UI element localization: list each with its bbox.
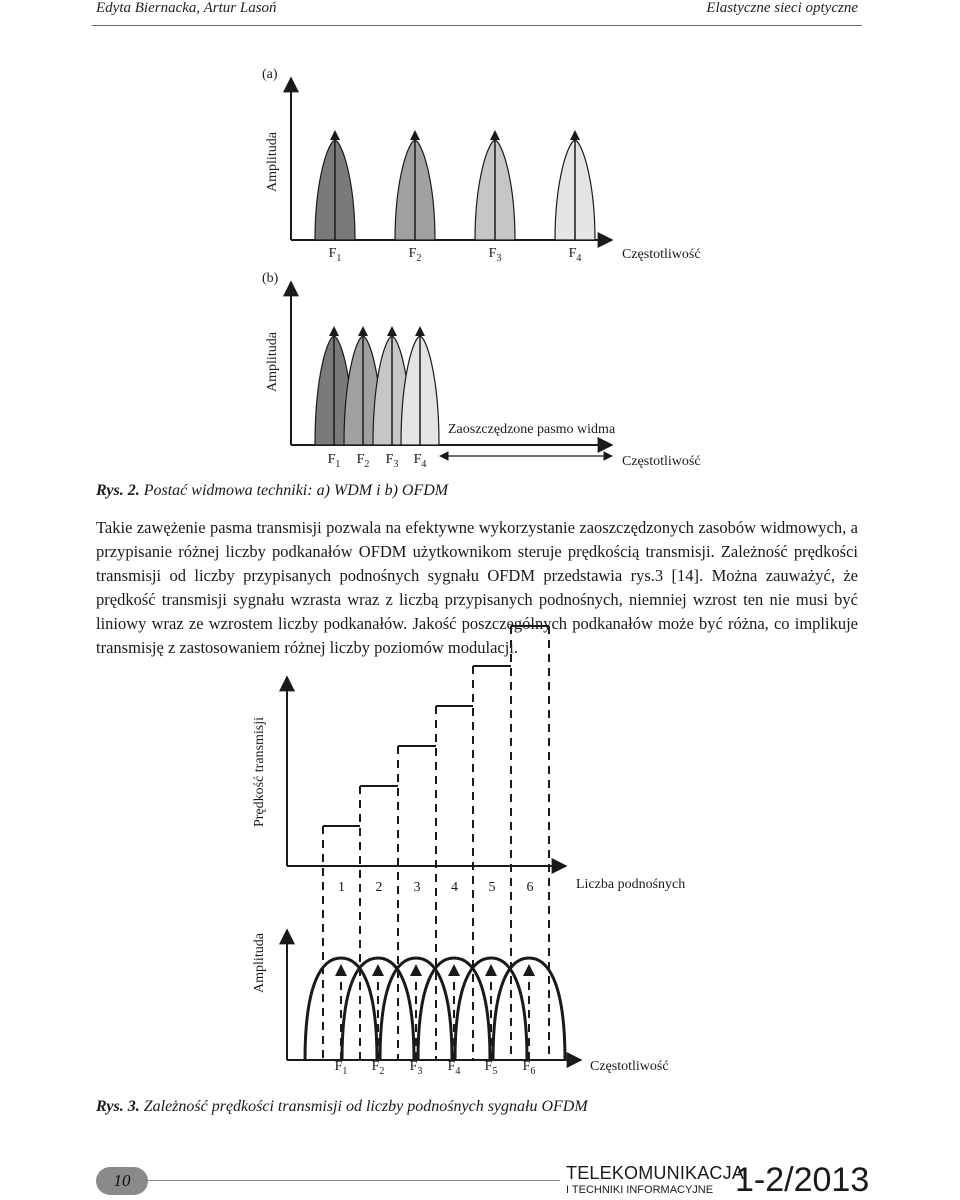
page-number: 10 (96, 1167, 148, 1195)
figure-3-top-y-label: Prędkość transmisji (252, 716, 267, 828)
panel-a-tick-f4: $F_4$ (568, 246, 582, 264)
figure-3-bottom-tick-f1: $F_1$ (334, 1059, 348, 1077)
issue-number: 1-2/2013 (735, 1161, 870, 1199)
figure-3-bottom-x-label: Częstotliwość (590, 1059, 669, 1074)
figure-3-caption-text: Zależność prędkości transmisji od liczby podnośnych sygnału OFDM (143, 1098, 588, 1115)
figure-3-bottom-tick-f6: $F_6$ (522, 1059, 536, 1077)
figure-3-bottom-tick-f3: $F_3$ (409, 1059, 423, 1077)
figure-2-caption-text: Postać widmowa techniki: a) WDM i b) OFDM (143, 482, 449, 499)
panel-b-y-label: Amplituda (265, 332, 280, 392)
body-paragraph: Takie zawężenie pasma transmisji pozwala na efektywne wykorzystanie zaoszczędzonych zasobów widmowych, a przypisanie różnej liczby podkanałów OFDM użytkownikom steruje prędkością transmisji. Zależność prędkości transmisji od liczby przypisanych podnośnych sygnału OFDM przedstawia rys.3 [14]. Można zauważyć, że prędkość transmisji sygnału wzrasta wraz z liczbą przypisanych podnośnych, niemniej wzrost ten nie musi być liniowy wraz ze wzrostem liczby podkanałów. Jakość poszczególnych podkanałów może być różna, co implikuje transmisję z zastosowaniem różnej liczby poziomów modulacji. (96, 518, 858, 657)
figure-3-caption (96, 1098, 588, 1116)
figure-3-top-x-label: Liczba podnośnych (576, 877, 686, 892)
journal-name (566, 1164, 744, 1196)
subcarrier-arrow-2 (372, 964, 384, 976)
figure-3-top-tick-1: 1 (338, 880, 345, 895)
saved-band-label: Zaoszczędzone pasmo widma (448, 422, 616, 437)
figure-3-top-tick-2: 2 (375, 880, 383, 895)
subcarrier-arrow-3 (410, 964, 422, 976)
subcarrier-arrow-1 (335, 964, 347, 976)
panel-b-tick-f4: $F_4$ (413, 452, 427, 470)
panel-b-tick-f3: $F_3$ (385, 452, 399, 470)
running-header-authors: Edyta Biernacka, Artur Lasoń (96, 0, 277, 16)
figure-2-caption-number: Rys. 2. (96, 482, 140, 499)
panel-b-tick-f2: $F_2$ (356, 452, 370, 470)
running-header-title: Elastyczne sieci optyczne (706, 0, 858, 16)
figure-3-top-tick-3: 3 (413, 880, 421, 895)
subcarrier-arrow-4 (448, 964, 460, 976)
panel-a-x-label: Częstotliwość (622, 247, 701, 262)
panel-a-tick-f2: $F_2$ (408, 246, 422, 264)
figure-3-top-tick-6: 6 (526, 880, 534, 895)
figure-3-bottom-tick-f5: $F_5$ (484, 1059, 498, 1077)
figure-3-bottom-y-label: Amplituda (252, 933, 267, 993)
panel-a-y-label: Amplituda (265, 132, 280, 192)
subcarrier-arrow-5 (485, 964, 497, 976)
journal-name-line1: TELEKOMUNIKACJA (566, 1163, 745, 1183)
panel-a-label: (a) (262, 67, 278, 82)
figure-3-top-tick-5: 5 (488, 880, 496, 895)
journal-name-line2: I TECHNIKI INFORMACYJNE (566, 1184, 714, 1196)
subcarrier-arrow-6 (523, 964, 535, 976)
panel-a-tick-f1: $F_1$ (328, 246, 342, 264)
figure-3-bottom-tick-f4: $F_4$ (447, 1059, 461, 1077)
panel-b-x-label: Częstotliwość (622, 454, 701, 469)
panel-b-tick-f1: $F_1$ (327, 452, 341, 470)
panel-a-tick-f3: $F_3$ (488, 246, 502, 264)
figure-3-top-tick-4: 4 (451, 880, 458, 895)
panel-b-label: (b) (262, 271, 279, 286)
figure-3-bottom-tick-f2: $F_2$ (371, 1059, 385, 1077)
figure-3-caption-number: Rys. 3. (96, 1098, 140, 1115)
footer-rule (148, 1180, 560, 1181)
